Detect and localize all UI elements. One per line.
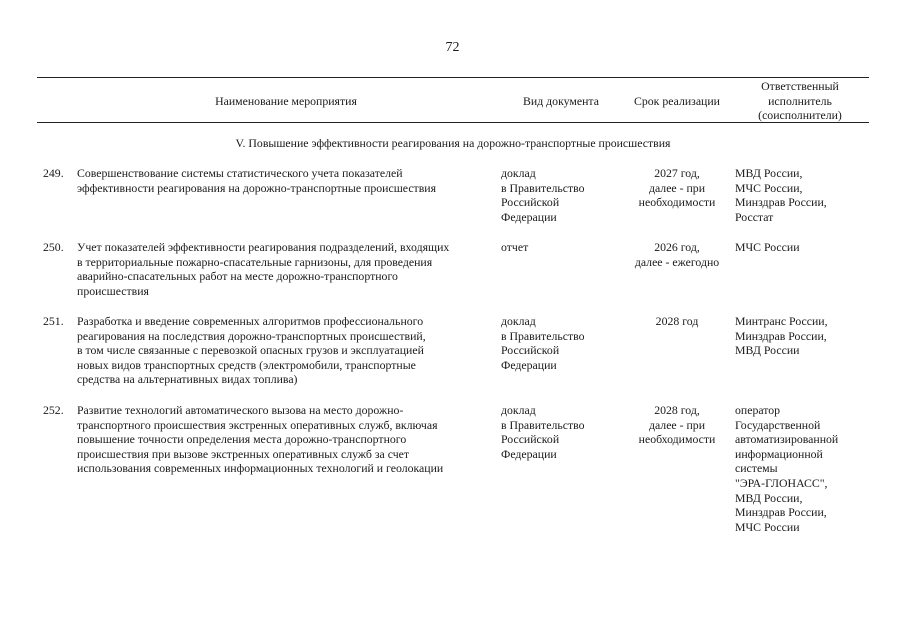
row-name-line: эффективности реагирования на дорожно-транспортные происшествия [77, 180, 437, 195]
header-term: Срок реализации [634, 94, 720, 108]
row-resp-line: МВД России, [735, 490, 803, 505]
row-name-line: Учет показателей эффективности реагирования подразделений, входящих [77, 240, 450, 254]
row-resp-line: МВД России, [735, 166, 803, 180]
row-term-line: 2027 год, [654, 166, 700, 180]
row-name-line: происшествия при вызове экстренных оперативных служб за счет [77, 446, 410, 461]
row-name-line: аварийно-спасательных работ на месте дорожно-транспортного [77, 269, 398, 284]
row-name-line: в территориальные пожарно-спасательные гарнизоны, для проведения [77, 254, 433, 269]
row-resp-line: оператор [735, 403, 781, 417]
row-doc-line: доклад [501, 403, 536, 417]
row-term-line: 2026 год, [654, 240, 700, 254]
row-resp-line: автоматизированной [735, 432, 839, 447]
row-name [77, 403, 495, 476]
row-term [626, 314, 728, 329]
row-term-line: далее - ежегодно [634, 254, 720, 269]
row-doc-line: Федерации [501, 209, 557, 224]
row-name-line: происшествия [77, 283, 149, 298]
row-resp-line: МЧС России [735, 240, 800, 254]
row-resp-line: МЧС России, [735, 180, 803, 195]
row-name-line: повышение точности определения места дорожно-транспортного [77, 432, 407, 447]
row-resp-line: Росстат [735, 209, 774, 224]
header-doc: Вид документа [523, 94, 599, 108]
row-doc-line: Российской [501, 432, 560, 447]
row-resp-line: Минздрав России, [735, 328, 827, 343]
row-resp-line: Государственной [735, 417, 821, 432]
row-name-line: средства на альтернативных видах топлива) [77, 372, 298, 387]
row-doc-line: в Правительство [501, 328, 585, 343]
section-title: V. Повышение эффективности реагирования на дорожно-транспортные происшествия [235, 136, 671, 150]
header-resp [735, 79, 865, 123]
row-resp [735, 166, 865, 224]
row-term-line: необходимости [638, 195, 716, 210]
table-top-rule [37, 77, 869, 78]
row-doc [501, 240, 621, 255]
row-name-line: Развитие технологий автоматического вызова на место дорожно- [77, 403, 404, 417]
row-name-line: транспортного происшествия экстренных оперативных служб, включая [77, 417, 438, 432]
row-resp-line: Минздрав России, [735, 195, 827, 210]
row-name [77, 166, 495, 195]
row-name-line: Разработка и введение современных алгоритмов профессионального [77, 314, 424, 328]
row-doc-line: Российской [501, 343, 560, 358]
row-doc [501, 314, 621, 372]
row-term-line: далее - при [648, 417, 706, 432]
row-doc-line: Федерации [501, 357, 557, 372]
row-number: 251. [43, 314, 64, 328]
row-resp [735, 403, 865, 534]
header-resp-line: (соисполнители) [758, 108, 842, 123]
row-name-line: использования современных информационных технологий и геолокации [77, 461, 444, 476]
header-resp-line: Ответственный [761, 79, 839, 93]
row-name [77, 240, 495, 298]
row-resp-line: Минздрав России, [735, 505, 827, 520]
row-term-line: необходимости [638, 432, 716, 447]
row-resp-line: "ЭРА-ГЛОНАСС", [735, 475, 828, 490]
row-doc-line: в Правительство [501, 180, 585, 195]
row-doc-line: доклад [501, 314, 536, 328]
row-number: 250. [43, 240, 64, 254]
row-resp [735, 314, 865, 358]
row-resp-line: МЧС России [735, 519, 800, 534]
row-term [626, 166, 728, 210]
row-resp-line: МВД России [735, 343, 800, 358]
page-number: 72 [445, 40, 460, 55]
row-number: 249. [43, 166, 64, 180]
row-term-line: 2028 год [655, 314, 699, 328]
row-doc [501, 166, 621, 224]
row-term-line: далее - при [648, 180, 706, 195]
row-name-line: в том числе связанные с перевозкой опасных грузов и эксплуатацией [77, 343, 424, 358]
row-term [626, 403, 728, 447]
header-resp-line: исполнитель [768, 93, 832, 108]
row-name [77, 314, 495, 387]
row-number: 252. [43, 403, 64, 417]
row-doc-line: доклад [501, 166, 536, 180]
row-resp [735, 240, 865, 255]
row-doc-line: отчет [501, 240, 529, 254]
header-name: Наименование мероприятия [215, 94, 357, 108]
row-resp-line: системы [735, 461, 778, 476]
row-doc-line: в Правительство [501, 417, 585, 432]
row-term [626, 240, 728, 269]
row-doc-line: Российской [501, 195, 560, 210]
row-name-line: Совершенствование системы статистического учета показателей [77, 166, 403, 180]
row-term-line: 2028 год, [654, 403, 700, 417]
table-header-rule [37, 122, 869, 123]
row-name-line: реагирования на последствия дорожно-транспортных происшествий, [77, 328, 426, 343]
row-doc-line: Федерации [501, 446, 557, 461]
row-name-line: новых видов транспортных средств (электромобили, транспортные [77, 357, 416, 372]
row-resp-line: Минтранс России, [735, 314, 828, 328]
row-doc [501, 403, 621, 461]
row-resp-line: информационной [735, 446, 823, 461]
